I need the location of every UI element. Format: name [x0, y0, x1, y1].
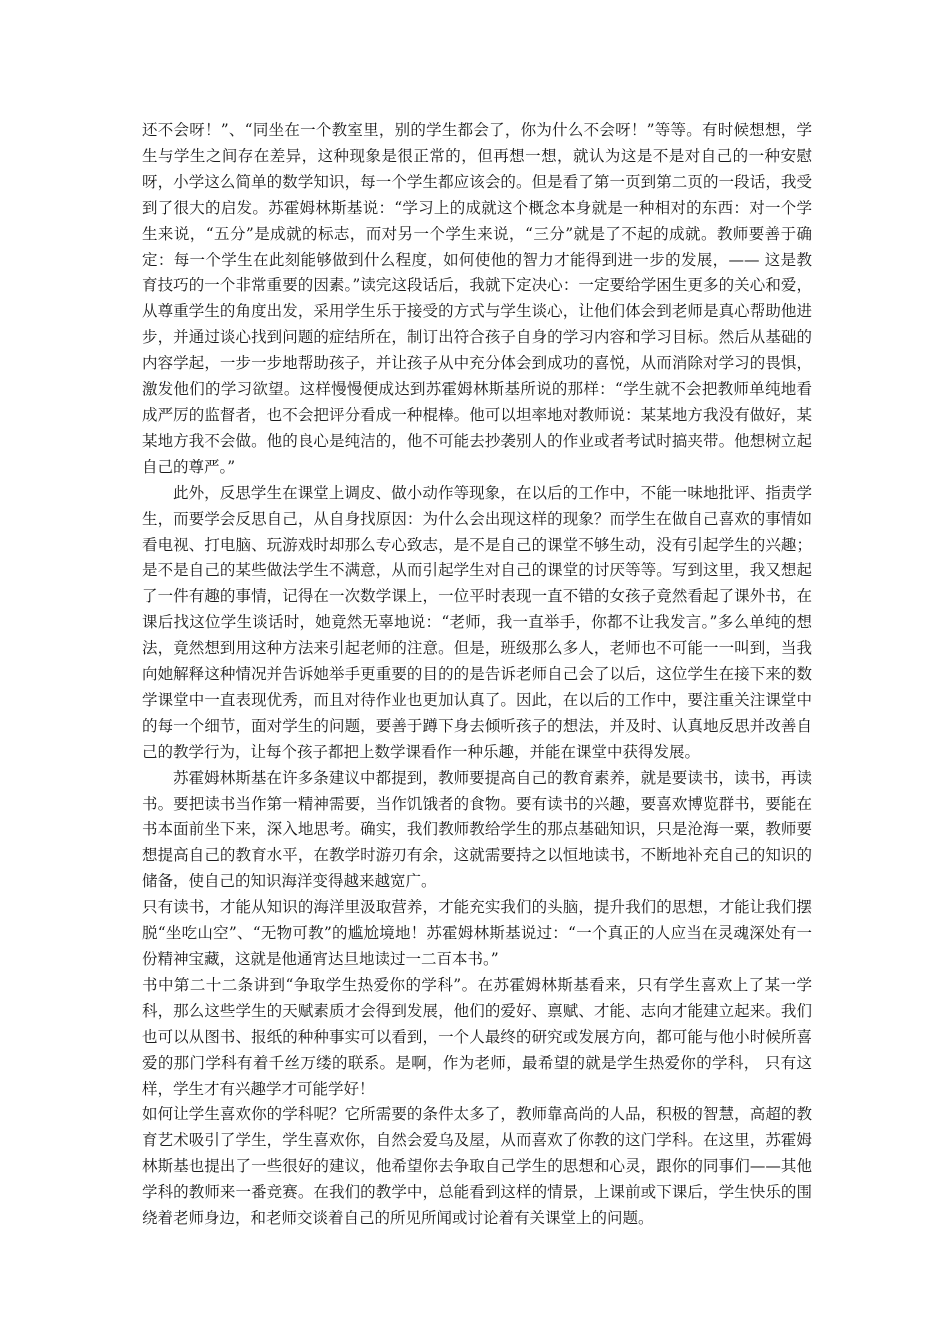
document-page	[142, 118, 812, 1232]
paragraph-5: 书中第二十二条讲到“争取学生热爱你的学科”。在苏霍姆林斯基看来，只有学生喜欢上了某一学科，那么这些学生的天赋素质才会得到发展，他们的爱好、禀赋、才能、志向才能建立起来。我们也可以从图书、报纸的种种事实可以看到，一个人最终的研究或发展方向，都可能与他小时候所喜爱的那门学科有着千丝万缕的联系。是啊，作为老师，最希望的就是学生热爱你的学科， 只有这样，学生才有兴趣学才可能学好！	[142, 975, 812, 1098]
paragraph-2: 此外，反思学生在课堂上调皮、做小动作等现象，在以后的工作中，不能一味地批评、指责学生，而要学会反思自己，从自身找原因：为什么会出现这样的现象？而学生在做自己喜欢的事情如看电视、打电脑、玩游戏时却那么专心致志，是不是自己的课堂不够生动，没有引起学生的兴趣；是不是自己的某些做法学生不满意，从而引起学生对自己的课堂的讨厌等等。写到这里，我又想起了一件有趣的事情，记得在一次数学课上，一位平时表现一直不错的女孩子竟然看起了课外书，在课后找这位学生谈话时，她竟然无辜地说：“老师，我一直举手，你都不让我发言。”多么单纯的想法，竟然想到用这种方法来引起老师的注意。但是，班级那么多人，老师也不可能一一叫到，当我向她解释这种情况并告诉她举手更重要的目的的是告诉老师自己会了以后，这位学生在接下来的数学课堂中一直表现优秀，而且对待作业也更加认真了。因此，在以后的工作中，要注重关注课堂中的每一个细节，面对学生的问题，要善于蹲下身去倾听孩子的想法，并及时、认真地反思并改善自己的教学行为，让每个孩子都把上数学课看作一种乐趣，并能在课堂中获得发展。	[142, 483, 812, 761]
paragraph-4: 只有读书，才能从知识的海洋里汲取营养，才能充实我们的头脑，提升我们的思想，才能让我们摆脱“坐吃山空”、“无物可教”的尴尬境地！苏霍姆林斯基说过：“一个真正的人应当在灵魂深处有一份精神宝藏，这就是他通宵达旦地读过一二百本书。”	[142, 898, 812, 968]
paragraph-6: 如何让学生喜欢你的学科呢？它所需要的条件太多了，教师靠高尚的人品，积极的智慧，高超的教育艺术吸引了学生，学生喜欢你，自然会爱乌及屋，从而喜欢了你教的这门学科。在这里，苏霍姆林斯基也提出了一些很好的建议，他希望你去争取自己学生的思想和心灵，跟你的同事们——其他学科的教师来一番竞赛。在我们的教学中，总能看到这样的情景，上课前或下课后，学生快乐的围绕着老师身边，和老师交谈着自己的所见所闻或讨论着有关课堂上的问题。	[142, 1105, 812, 1228]
paragraph-3: 苏霍姆林斯基在许多条建议中都提到，教师要提高自己的教育素养，就是要读书，读书，再读书。要把读书当作第一精神需要，当作饥饿者的食物。要有读书的兴趣，要喜欢博览群书，要能在书本面前坐下来，深入地思考。确实，我们教师教给学生的那点基础知识，只是沧海一粟，教师要想提高自己的教育水平，在教学时游刃有余，这就需要持之以恒地读书，不断地补充自己的知识的储备，使自己的知识海洋变得越来越宽广。	[142, 768, 812, 891]
paragraph-1: 还不会呀！”、“同坐在一个教室里，别的学生都会了，你为什么不会呀！”等等。有时候想想，学生与学生之间存在差异，这种现象是很正常的，但再想一想，就认为这是不是对自己的一种安慰呀，小学这么简单的数学知识，每一个学生都应该会的。但是看了第一页到第二页的一段话，我受到了很大的启发。苏霍姆林斯基说：“学习上的成就这个概念本身就是一种相对的东西：对一个学生来说，“五分”是成就的标志，而对另一个学生来说，“三分”就是了不起的成就。教师要善于确定：每一个学生在此刻能够做到什么程度，如何使他的智力才能得到进一步的发展，—— 这是教育技巧的一个非常重要的因素。”读完这段话后，我就下定决心：一定要给学困生更多的关心和爱，从尊重学生的角度出发，采用学生乐于接受的方式与学生谈心，让他们体会到老师是真心帮助他进步，并通过谈心找到问题的症结所在，制订出符合孩子自身的学习内容和学习目标。然后从基础的内容学起，一步一步地帮助孩子，并让孩子从中充分体会到成功的喜悦，从而消除对学习的畏惧，激发他们的学习欲望。这样慢慢便成达到苏霍姆林斯基所说的那样：“学生就不会把教师单纯地看成严厉的监督者，也不会把评分看成一种棍棒。他可以坦率地对教师说：某某地方我没有做好，某某地方我不会做。他的良心是纯洁的，他不可能去抄袭别人的作业或者考试时搞夹带。他想树立起自己的尊严。”	[142, 121, 812, 476]
